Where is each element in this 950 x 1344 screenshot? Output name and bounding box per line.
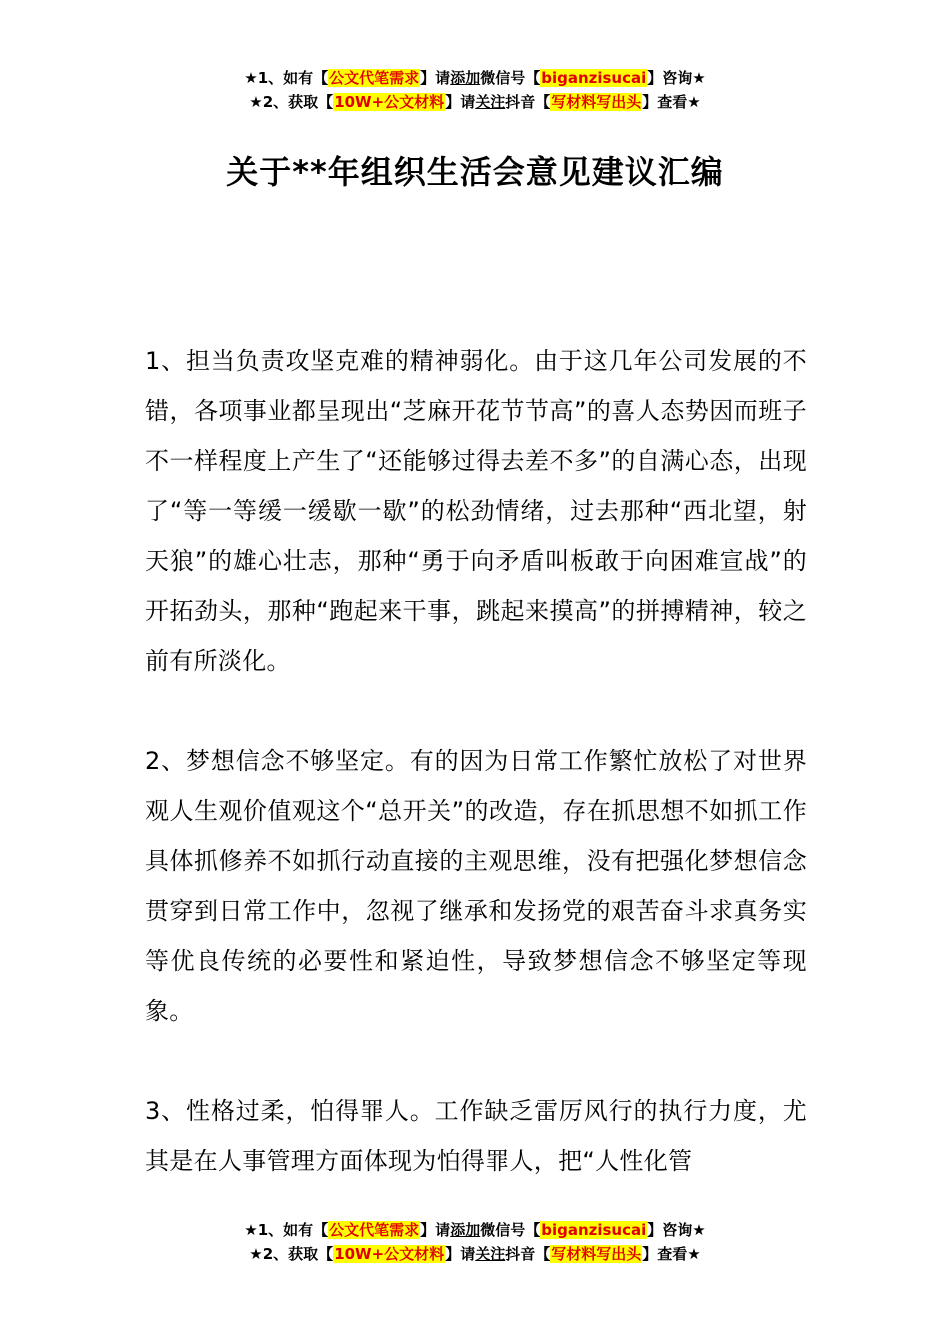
star-icon: ★ <box>249 93 263 111</box>
banner-text: 微信号【 <box>480 69 541 87</box>
highlight-douyin-account: 写材料写出头 <box>551 1245 642 1263</box>
paragraph-1: 1、担当负责攻坚克难的精神弱化。由于这几年公司发展的不错，各项事业都呈现出“芝麻开花节节高”的喜人态势因而班子不一样程度上产生了“还能够过得去差不多”的自满心态，出现了“等一等缓一缓歇一歇”的松劲情绪，过去那种“西北望，射天狼”的雄心壮志，那种“勇于向矛盾叫板敢于向困难宣战”的开拓劲头，那种“跑起来干事，跳起来摸高”的拼搏精神，较之前有所淡化。 <box>145 347 807 675</box>
banner-text: 】请 <box>420 1221 451 1239</box>
banner-emphasis: 添加 <box>450 69 481 87</box>
banner-text: 2、获取【 <box>262 1245 334 1263</box>
star-icon: ★ <box>244 1221 258 1239</box>
banner-emphasis: 关注 <box>475 1245 506 1263</box>
banner-text: 】查看★ <box>642 1245 701 1263</box>
footer-banner-line-1 <box>0 1218 950 1242</box>
banner-text: 】咨询★ <box>647 1221 706 1239</box>
highlight-wechat-id: biganzisucai <box>541 1221 647 1239</box>
banner-text: 抖音【 <box>505 93 551 111</box>
highlight-service: 公文代笔需求 <box>329 1221 420 1239</box>
highlight-materials: 10W+公文材料 <box>334 1245 445 1263</box>
banner-text: 1、如有【 <box>257 1221 329 1239</box>
banner-text: 微信号【 <box>480 1221 541 1239</box>
highlight-service: 公文代笔需求 <box>329 69 420 87</box>
highlight-douyin-account: 写材料写出头 <box>551 93 642 111</box>
banner-text: 】请 <box>445 1245 476 1263</box>
banner-text: 】查看★ <box>642 93 701 111</box>
footer-banner-line-2 <box>0 1242 950 1266</box>
banner-emphasis: 添加 <box>450 1221 481 1239</box>
star-icon: ★ <box>249 1245 263 1263</box>
highlight-materials: 10W+公文材料 <box>334 93 445 111</box>
banner-text: 】请 <box>445 93 476 111</box>
banner-text: 1、如有【 <box>257 69 329 87</box>
banner-text: 】请 <box>420 69 451 87</box>
highlight-wechat-id: biganzisucai <box>541 69 647 87</box>
star-icon: ★ <box>244 69 258 87</box>
document-title: 关于**年组织生活会意见建议汇编 <box>226 153 724 191</box>
header-banner <box>0 66 950 114</box>
header-banner-line-1 <box>0 66 950 90</box>
banner-emphasis: 关注 <box>475 93 506 111</box>
banner-text: 2、获取【 <box>262 93 334 111</box>
banner-text: 】咨询★ <box>647 69 706 87</box>
footer-banner <box>0 1218 950 1266</box>
document-body <box>145 336 807 1236</box>
paragraph-3: 3、性格过柔，怕得罪人。工作缺乏雷厉风行的执行力度，尤其是在人事管理方面体现为怕得罪人，把“人性化管 <box>145 1097 807 1175</box>
banner-text: 抖音【 <box>505 1245 551 1263</box>
paragraph-2: 2、梦想信念不够坚定。有的因为日常工作繁忙放松了对世界观人生观价值观这个“总开关”的改造，存在抓思想不如抓工作具体抓修养不如抓行动直接的主观思维，没有把强化梦想信念贯穿到日常工作中，忽视了继承和发扬党的艰苦奋斗求真务实等优良传统的必要性和紧迫性，导致梦想信念不够坚定等现象。 <box>145 747 807 1025</box>
header-banner-line-2 <box>0 90 950 114</box>
